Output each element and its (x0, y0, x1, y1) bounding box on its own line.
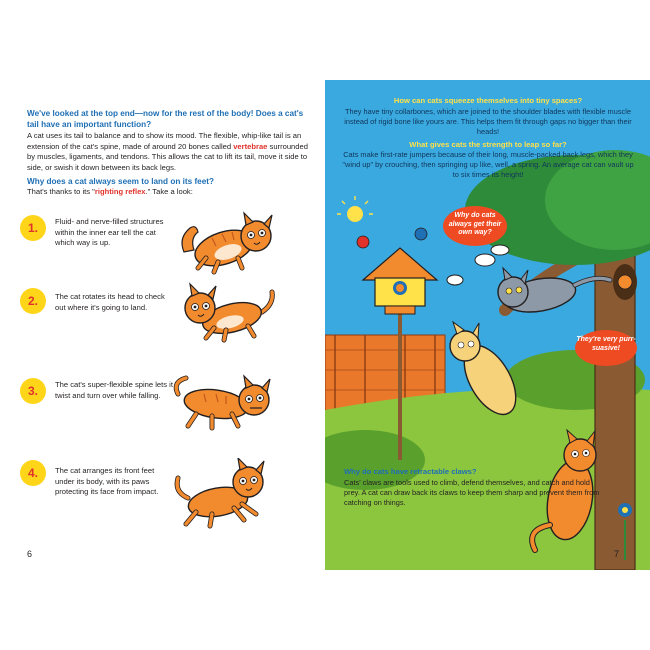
squeeze-question: How can cats squeeze themselves into tiny spaces? (393, 96, 583, 105)
reflex-term: righting reflex (94, 187, 146, 197)
reflex-answer-part-1: That's thanks to its " (27, 187, 95, 197)
landing-cat-4-illustration (172, 458, 276, 530)
falling-cat-2-illustration (170, 282, 280, 344)
leap-answer: Cats make first-rate jumpers because of their long, muscle-packed back legs, which they "wind up" by crouching, then springing up like, well, a spring. An average cat can vault up to six times its height! (342, 150, 634, 179)
reflex-answer-part-2: ." Take a look: (145, 187, 193, 197)
reflex-question: Why does a cat always seem to land on its feet? (27, 177, 215, 187)
squeeze-section (339, 96, 637, 180)
step-3-badge: 3. (20, 378, 46, 404)
step-1-badge: 1. (20, 215, 46, 241)
step-4-text: The cat arranges its front feet under its body, with its paws protecting its face from impact. (55, 466, 159, 496)
speech-bubble-right: They're very purr-suasive! (575, 330, 637, 366)
intro-term: vertebrae (233, 141, 268, 151)
step-4-badge: 4. (20, 460, 46, 486)
step-1-text: Fluid- and nerve-filled structures within the inner ear tell the cat which way is up. (55, 217, 164, 247)
claws-question: Why do cats have retractable claws? (344, 467, 477, 476)
claws-answer: Cats' claws are tools used to climb, defend themselves, and catch and hold prey. A cat can draw back its claws to keep them sharp and prevent them from catching on things. (344, 477, 600, 508)
squeeze-answer: They have tiny collarbones, which are joined to the shoulder blades with flexible muscle instead of rigid bone like yours are. This helps them fit through gaps no bigger than their heads! (344, 106, 632, 136)
intro-body-part-2: surrounded by muscles, ligaments, and tendons. This allows the cat to lift its tail, move it side to side, or swish it down between its back legs. (27, 141, 308, 172)
falling-cat-3-illustration (168, 370, 280, 432)
step-2-text: The cat rotates its head to check out where it's going to land. (55, 292, 165, 312)
intro-body-part-1: A cat uses its tail to balance and to show its mood. The flexible, whip-like tail is an extension of the cat's spine, made of around 20 bones called (27, 131, 302, 151)
reflex-answer (27, 187, 312, 198)
step-3-text: The cat's super-flexible spine lets it twist and turn over while falling. (55, 380, 173, 400)
speech-bubble-left: Why do cats always get their own way? (443, 206, 507, 246)
claws-section (344, 467, 606, 509)
sun-icon (347, 206, 363, 222)
leap-question: What gives cats the strength to leap so far? (409, 139, 567, 149)
page-number-left: 6 (27, 549, 33, 559)
intro-heading: We've looked at the top end—now for the rest of the body! Does a cat's tail have an important function? (27, 109, 304, 129)
step-2-badge: 2. (20, 288, 46, 314)
intro-paragraph (27, 131, 312, 173)
intro-section (27, 108, 312, 198)
page-number-right: 7 (614, 549, 620, 559)
falling-cat-1-illustration (176, 208, 286, 276)
